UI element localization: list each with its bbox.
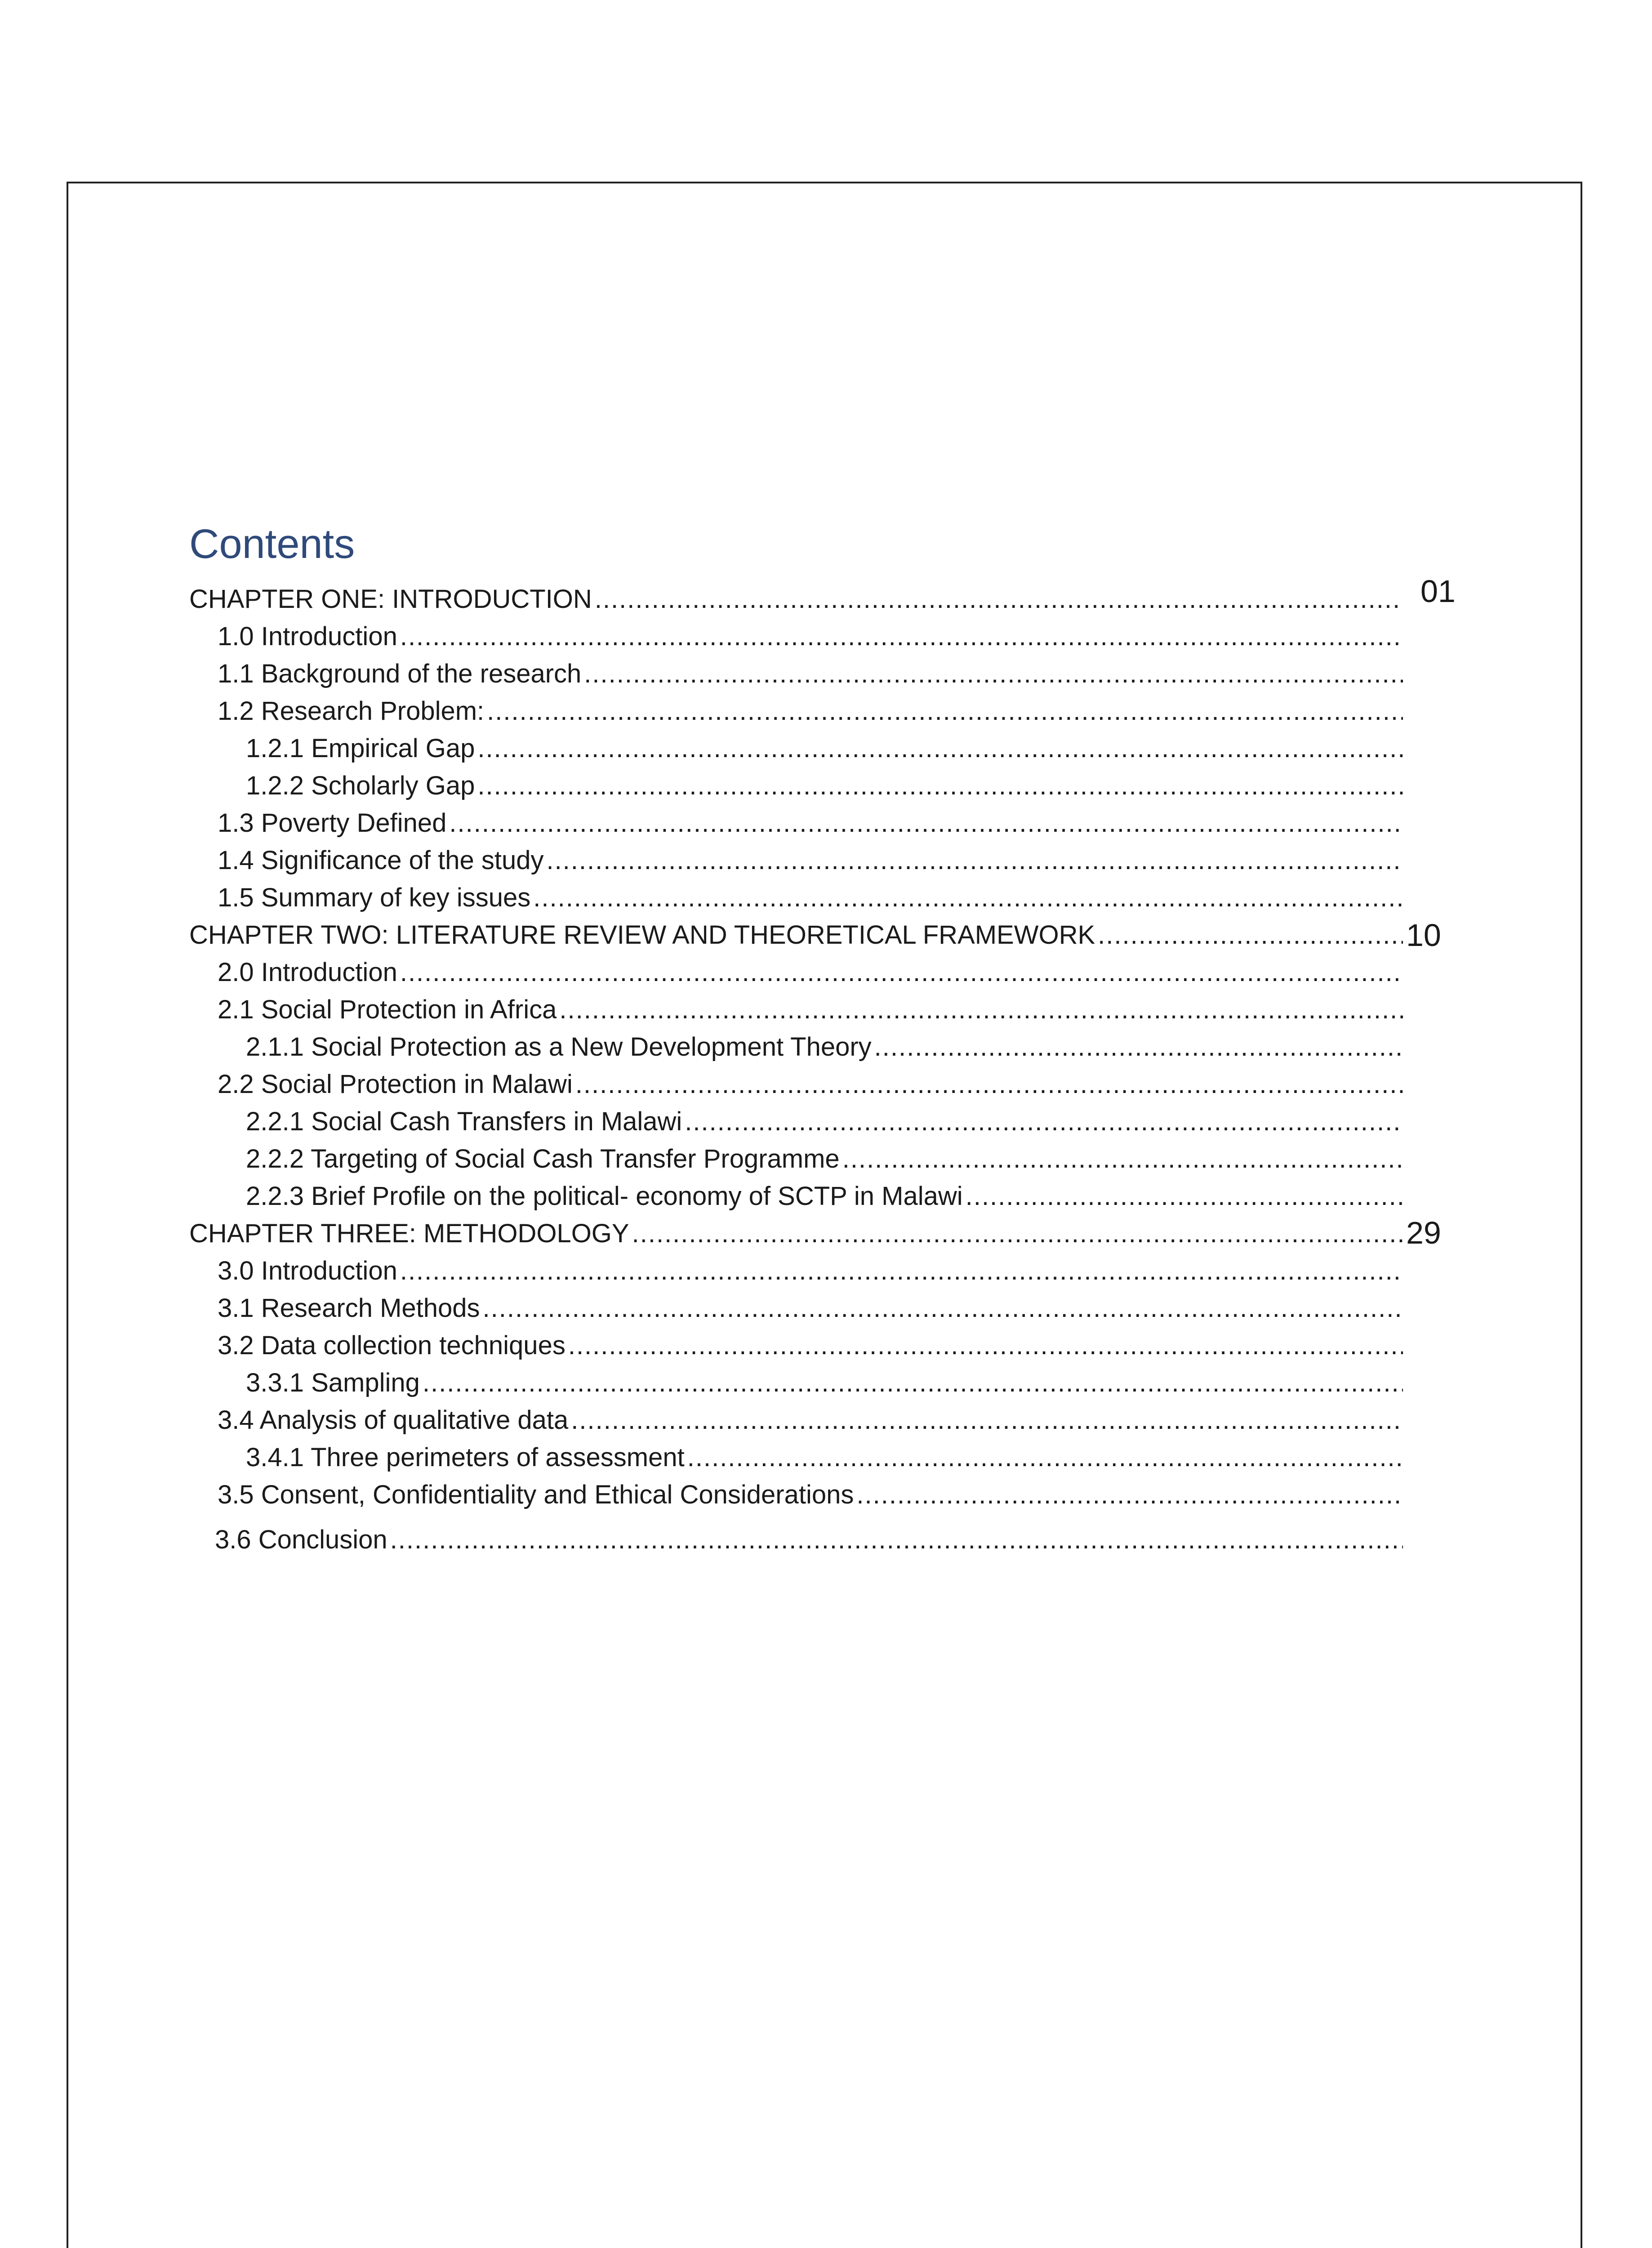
toc-entry-label: CHAPTER THREE: METHODOLOGY xyxy=(189,1219,629,1248)
dot-leader xyxy=(546,845,1403,876)
dot-leader xyxy=(487,696,1403,727)
dot-leader xyxy=(575,1069,1403,1100)
dot-leader xyxy=(533,882,1403,914)
toc-entry-label: 1.2.2 Scholarly Gap xyxy=(246,771,475,800)
toc-entry-1-2-1[interactable] xyxy=(189,727,1403,764)
toc-entry-label: 1.2 Research Problem: xyxy=(218,696,485,726)
toc-entry-2-2[interactable] xyxy=(189,1063,1403,1100)
toc-entry-label: 2.2 Social Protection in Malawi xyxy=(218,1070,573,1099)
dot-leader xyxy=(483,1293,1403,1324)
toc-entry-label: 3.1 Research Methods xyxy=(218,1293,480,1323)
dot-leader xyxy=(856,1479,1403,1511)
toc-entry-1-4[interactable] xyxy=(189,839,1403,876)
dot-leader xyxy=(1098,919,1403,951)
page-number-chapter-one: 01 xyxy=(1420,574,1456,609)
dot-leader xyxy=(571,1405,1403,1436)
page-number-chapter-two: 10 xyxy=(1406,918,1441,953)
toc-entry-label: 2.2.2 Targeting of Social Cash Transfer Programme xyxy=(246,1144,840,1173)
toc-entry-3-3-1[interactable] xyxy=(189,1361,1403,1399)
toc-entry-label: 2.0 Introduction xyxy=(218,958,397,987)
dot-leader xyxy=(400,621,1403,652)
toc-entry-label: 1.3 Poverty Defined xyxy=(218,808,447,838)
toc-entry-chapter-one[interactable] xyxy=(189,578,1403,615)
toc-entry-1-1[interactable] xyxy=(189,652,1403,690)
toc-heading: Contents xyxy=(189,521,355,567)
dot-leader xyxy=(685,1106,1403,1137)
toc-entry-1-2-2[interactable] xyxy=(189,764,1403,802)
dot-leader xyxy=(632,1218,1403,1249)
toc-entry-2-0[interactable] xyxy=(189,951,1403,988)
toc-entry-chapter-three[interactable] xyxy=(189,1212,1403,1249)
toc-entry-label: CHAPTER ONE: INTRODUCTION xyxy=(189,584,592,614)
toc-entry-label: 2.1.1 Social Protection as a New Development Theory xyxy=(246,1032,872,1062)
toc-entry-3-5[interactable] xyxy=(189,1473,1403,1511)
toc-entry-label: 3.0 Introduction xyxy=(218,1256,397,1285)
dot-leader xyxy=(595,584,1403,615)
toc-entry-3-4-1[interactable] xyxy=(189,1436,1403,1473)
toc-entry-1-5[interactable] xyxy=(189,876,1403,914)
dot-leader xyxy=(584,658,1403,690)
toc-entry-label: 1.2.1 Empirical Gap xyxy=(246,734,475,763)
dot-leader xyxy=(842,1143,1403,1175)
toc-entry-label: 1.4 Significance of the study xyxy=(218,846,544,875)
dot-leader xyxy=(449,807,1403,839)
toc-entry-label: 3.5 Consent, Confidentiality and Ethical Considerations xyxy=(218,1480,854,1509)
toc-entry-label: 3.4.1 Three perimeters of assessment xyxy=(246,1443,685,1472)
page-number-chapter-three: 29 xyxy=(1406,1215,1441,1250)
toc-entry-1-0[interactable] xyxy=(189,615,1403,652)
toc-entry-chapter-two[interactable] xyxy=(189,914,1403,951)
toc-entry-2-1[interactable] xyxy=(189,988,1403,1026)
toc-entry-3-0[interactable] xyxy=(189,1249,1403,1287)
toc-entry-label: 3.4 Analysis of qualitative data xyxy=(218,1405,569,1435)
toc-entry-label: 1.5 Summary of key issues xyxy=(218,883,531,912)
dot-leader xyxy=(423,1367,1403,1399)
toc-entry-label: 1.1 Background of the research xyxy=(218,659,582,688)
toc-entry-label: 2.2.3 Brief Profile on the political- economy of SCTP in Malawi xyxy=(246,1182,963,1211)
toc-entry-label: 1.0 Introduction xyxy=(218,622,397,651)
dot-leader xyxy=(966,1181,1403,1212)
dot-leader xyxy=(559,994,1403,1026)
toc-entry-label: 3.2 Data collection techniques xyxy=(218,1331,566,1360)
toc-entry-1-3[interactable] xyxy=(189,802,1403,839)
toc-entry-label: 3.6 Conclusion xyxy=(215,1525,387,1554)
toc-entry-2-2-3[interactable] xyxy=(189,1175,1403,1212)
toc-list xyxy=(189,578,1403,1556)
toc-entry-2-2-2[interactable] xyxy=(189,1137,1403,1175)
toc-entry-3-4[interactable] xyxy=(189,1399,1403,1436)
toc-entry-label: 3.3.1 Sampling xyxy=(246,1368,420,1397)
toc-entry-label: CHAPTER TWO: LITERATURE REVIEW AND THEORETICAL FRAMEWORK xyxy=(189,920,1095,950)
dot-leader xyxy=(390,1524,1403,1556)
dot-leader xyxy=(568,1330,1403,1361)
dot-leader xyxy=(477,733,1403,764)
toc-entry-1-2[interactable] xyxy=(189,690,1403,727)
toc-entry-3-6[interactable] xyxy=(189,1511,1403,1556)
dot-leader xyxy=(874,1031,1403,1063)
toc-entry-2-2-1[interactable] xyxy=(189,1100,1403,1137)
dot-leader xyxy=(400,957,1403,988)
dot-leader xyxy=(687,1442,1403,1473)
dot-leader xyxy=(400,1255,1403,1287)
toc-entry-label: 2.1 Social Protection in Africa xyxy=(218,995,557,1024)
toc-entry-2-1-1[interactable] xyxy=(189,1026,1403,1063)
toc-entry-label: 2.2.1 Social Cash Transfers in Malawi xyxy=(246,1107,682,1136)
toc-entry-3-2[interactable] xyxy=(189,1324,1403,1361)
toc-entry-3-1[interactable] xyxy=(189,1287,1403,1324)
dot-leader xyxy=(477,770,1403,802)
